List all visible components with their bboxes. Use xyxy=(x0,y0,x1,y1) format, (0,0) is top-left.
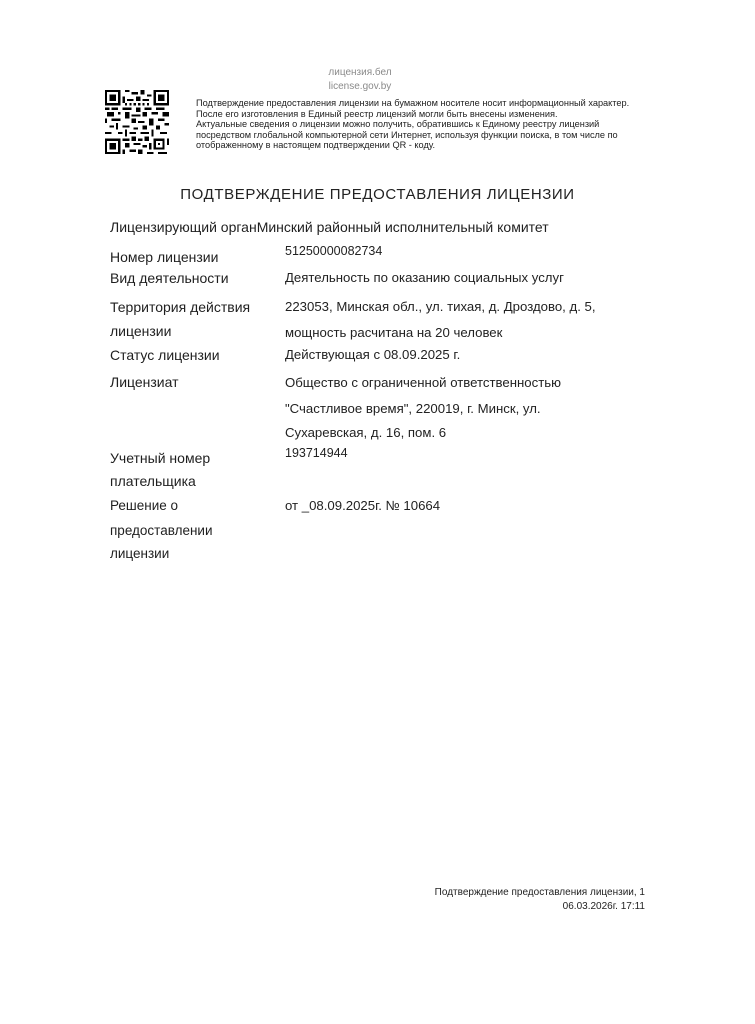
territory-value-line: мощность расчитана на 20 человек xyxy=(285,325,503,340)
licensee-value-line: "Счастливое время", 220019, г. Минск, ул. xyxy=(285,401,541,416)
notice-line: посредством глобальной компьютерной сети Интернет, используя функции поиска, в том числе по xyxy=(196,129,618,140)
notice-line: Актуальные сведения о лицензии можно получить, обратившись к Единому реестру лицензий xyxy=(196,119,600,130)
territory-value-line: 223053, Минская обл., ул. тихая, д. Дроздово, д. 5, xyxy=(285,299,596,314)
info-notice xyxy=(196,98,676,151)
licensee-value-line: Общество с ограниченной ответственностью xyxy=(285,375,562,390)
taxpayer-label-line: Учетный номер xyxy=(110,450,211,466)
decision-label-line: предоставлении xyxy=(110,523,213,538)
decision-label-line: Решение о xyxy=(110,498,179,513)
territory-label-line: Территория действия xyxy=(110,299,251,315)
notice-line: Подтверждение предоставления лицензии на бумажном носителе носит информационный характер. xyxy=(196,98,630,108)
license-number-value: 51250000082734 xyxy=(285,244,383,258)
site-domain-cyrillic: лицензия.бел xyxy=(328,67,392,78)
notice-line: После его изготовления в Единый реестр лицензий могли быть внесены изменения. xyxy=(196,108,558,119)
status-label: Статус лицензии xyxy=(110,347,220,363)
taxpayer-number-value: 193714944 xyxy=(285,446,348,460)
licensee-label: Лицензиат xyxy=(110,374,179,390)
taxpayer-label-line: плательщика xyxy=(110,473,196,489)
decision-label-line: лицензии xyxy=(110,546,170,561)
licensee-value-line: Сухаревская, д. 16, пом. 6 xyxy=(285,425,447,440)
status-value: Действующая с 08.09.2025 г. xyxy=(285,347,461,362)
activity-label: Вид деятельности xyxy=(110,270,229,286)
decision-value: от _08.09.2025г. № 10664 xyxy=(285,498,441,513)
territory-label-line: лицензии xyxy=(110,323,172,339)
licensing-body-value: Минский районный исполнительный комитет xyxy=(256,219,549,235)
qr-code-icon xyxy=(105,90,169,154)
licensing-body-label: Лицензирующий орган xyxy=(110,219,257,235)
activity-value: Деятельность по оказанию социальных услуг xyxy=(285,270,564,285)
licensing-body-row xyxy=(110,216,549,238)
document-title: ПОДТВЕРЖДЕНИЕ ПРЕДОСТАВЛЕНИЯ ЛИЦЕНЗИИ xyxy=(180,186,575,203)
footer-page-label: Подтверждение предоставления лицензии, 1 xyxy=(434,887,645,898)
site-domain-latin: license.gov.by xyxy=(328,81,392,92)
footer-timestamp: 06.03.2026г. 17:11 xyxy=(562,901,645,912)
license-number-label: Номер лицензии xyxy=(110,249,219,265)
notice-line: отображенному в настоящем подтверждении QR - коду. xyxy=(196,140,436,151)
